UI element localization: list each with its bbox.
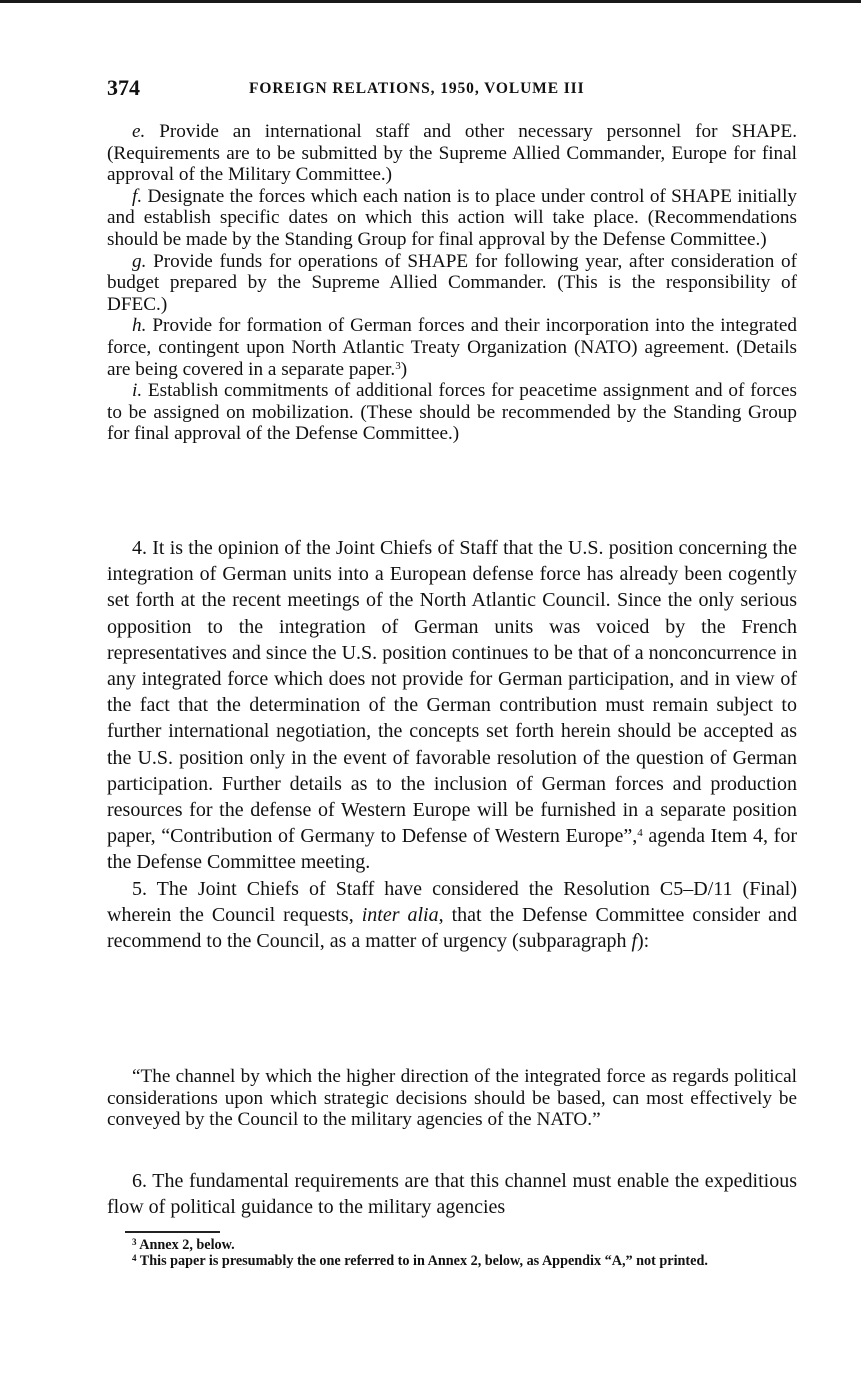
running-head: FOREIGN RELATIONS, 1950, VOLUME III bbox=[249, 80, 585, 97]
page-header bbox=[107, 76, 797, 100]
list-item bbox=[107, 315, 797, 380]
subparagraph-list bbox=[107, 121, 797, 445]
list-item bbox=[107, 251, 797, 316]
latin-phrase: inter alia bbox=[361, 903, 439, 926]
paragraph-6-block bbox=[107, 1168, 797, 1220]
footnote-text: Annex 2, below. bbox=[139, 1237, 235, 1253]
footnote-reference: 3 bbox=[395, 359, 401, 372]
paragraph-5-text: 5. The Joint Chiefs of Staff have considered the Resolution C5–D/11 (Final) wherein the Council requests, bbox=[107, 877, 797, 926]
item-letter: e. bbox=[132, 121, 146, 142]
list-item bbox=[107, 121, 797, 186]
item-text: Provide an international staff and other necessary personnel for SHAPE. (Requirements are to be submitted by the Supreme Allied Commander, Europe for final approval of the Military Committee.) bbox=[107, 121, 797, 186]
block-quote: “The channel by which the higher direction of the integrated force as regards political considerations upon which strategic decisions should be based, can most effectively be conveyed by the Council to the military agencies of the NATO.” bbox=[107, 1066, 797, 1130]
footnote bbox=[107, 1253, 797, 1269]
subparagraph-letter: f bbox=[631, 930, 638, 953]
paragraph-4-text-end: agenda Item 4, for the Defense Committee meeting. bbox=[107, 825, 797, 874]
item-letter: f. bbox=[132, 185, 143, 207]
paragraph-5 bbox=[107, 876, 797, 955]
paragraph-5-text-middle: , that the Defense Committee consider and recommend to the Council, as a matter of urgency (subparagraph bbox=[107, 903, 798, 953]
footnote-reference: 4 bbox=[637, 827, 643, 840]
page-number: 374 bbox=[107, 75, 140, 100]
footnote-divider bbox=[125, 1231, 220, 1233]
footnote-mark: 3 bbox=[132, 1237, 137, 1247]
item-text: Designate the forces which each nation is to place under control of SHAPE initially and establish specific dates on which this action will take place. (Recommendations should be made by the Standing Group for final approval by the Defense Committee.) bbox=[107, 185, 797, 250]
item-text-end: ) bbox=[400, 358, 408, 380]
paragraph-6: 6. The fundamental requirements are that this channel must enable the expeditious flow of political guidance to the military agencies bbox=[107, 1170, 797, 1219]
footnotes bbox=[107, 1237, 797, 1269]
item-letter: i. bbox=[132, 380, 143, 402]
item-letter: h. bbox=[132, 315, 147, 337]
item-letter: g. bbox=[132, 250, 147, 272]
footnote-mark: 4 bbox=[132, 1253, 137, 1263]
item-text: Provide funds for operations of SHAPE for following year, after consideration of budget prepared by the Supreme Allied Commander. (This is the responsibility of DFEC.) bbox=[107, 250, 797, 315]
paragraph-4-text: 4. It is the opinion of the Joint Chiefs of Staff that the U.S. position concerning the integration of German units into a European defense force has already been cogently set forth at the recent meetings of the North Atlantic Council. Since the only serious opposition to the integration of German units was voiced by the French representatives and since the U.S. position continues to be that of a nonconcurrence in any integrated force which does not provide for German participation, and in view of the fact that the determination of the German contribution must remain subject to further international negotiation, the concepts set forth herein should be accepted as the U.S. position only in the event of favorable resolution of the question of German participation. Further details as to the inclusion of German forces and production resources for the defense of Western Europe will be furnished in a separate position paper, “Contribution of Germany to Defense of Western Europe”, bbox=[107, 537, 797, 848]
paragraph-5-text-end: ): bbox=[637, 930, 650, 953]
list-item bbox=[107, 186, 797, 251]
paragraph-4 bbox=[107, 535, 797, 876]
footnote bbox=[107, 1237, 797, 1253]
page-top-border bbox=[0, 0, 861, 3]
main-paragraphs bbox=[107, 535, 797, 954]
item-text: Establish commitments of additional forces for peacetime assignment and of forces to be assigned on mobilization. (These should be recommended by the Standing Group for final approval of the Defense Committee.) bbox=[107, 380, 798, 445]
list-item bbox=[107, 380, 797, 445]
item-text: Provide for formation of German forces and their incorporation into the integrated force, contingent upon North Atlantic Treaty Organization (NATO) agreement. (Details are being covered in a separate paper. bbox=[107, 315, 797, 380]
footnote-text: This paper is presumably the one referred to in Annex 2, below, as Appendix “A,” not printed. bbox=[139, 1253, 708, 1269]
